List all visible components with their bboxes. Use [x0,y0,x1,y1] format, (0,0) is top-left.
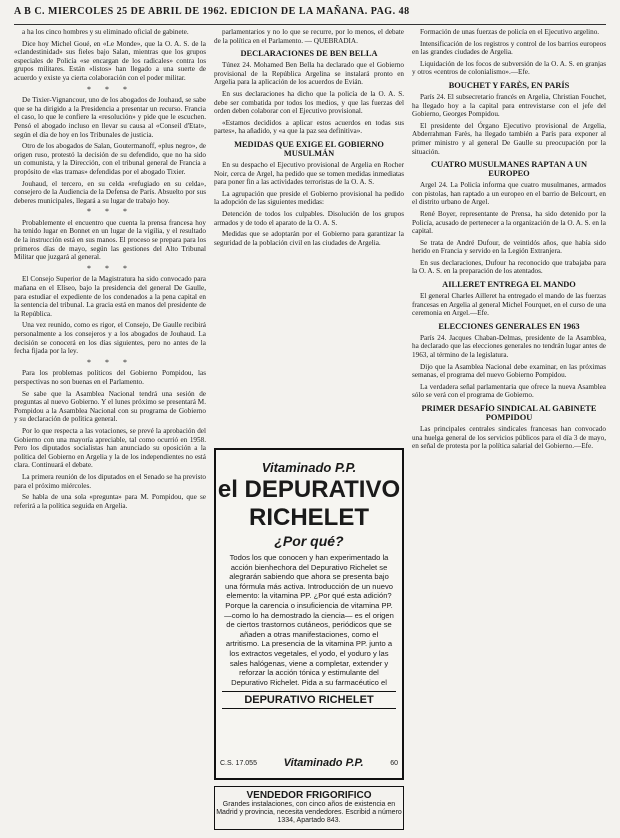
paragraph: Dice hoy Michel Goué, en «Le Monde», que la O. A. S. de la «clandestinidad» sus fieles bajo Salan, mientras que los grupos especiales de Policía «se encargan de los radicales» contra los grupos militares. Están «listos» han llegado a una suerte de acuerdo y existe ya cierta colaboración con el poder militar. [14,39,206,82]
paragraph: Las principales centrales sindicales francesas han convocado una huelga general de los servicios públicos para el día 3 de mayo, en señal de protesta por la política salarial del Gobierno.—Efe. [412,425,606,451]
advertisement-depurativo [214,448,404,780]
headline: DECLARACIONES DE BEN BELLA [240,49,378,59]
paragraph: Argel 24. La Policía informa que cuatro musulmanes, armados con pistolas, han raptado a un europeo en el barrio de Belcourt, en el distrito urbano de Argel. [412,181,606,207]
ad-footer [220,752,398,774]
paragraph: René Boyer, representante de Prensa, ha sido detenido por la Policía, acusado de pertenecer a la organización de la O. A. S. en la capital. [412,209,606,236]
paragraph: Para los problemas políticos del Gobierno Pompidou, las perspectivas no son buenas en el Parlamento. [14,369,206,386]
ad-question: ¿Por qué? [274,533,344,549]
ad-slogan: DEPURATIVO RICHELET [222,691,396,709]
column-right [412,28,606,828]
paragraph: Se trata de André Dufour, de veintidós años, que había sido herido en Francia y servido en la Legión Extranjera. [412,238,606,256]
separator: * * * [87,207,133,217]
paragraph: Intensificación de los registros y control de los barrios europeos en las grandes ciudades de Argelia. [412,39,606,57]
advertisement-vendedor [214,786,404,830]
header-line: A B C. MIERCOLES 25 DE ABRIL DE 1962. EDICION DE LA MAÑANA. PAG. 48 [14,6,410,17]
paragraph: Detención de todos los culpables. Disolución de los grupos armados y de todo el aparato de la O. A. S. [214,209,404,227]
paragraph: En sus declaraciones, Dufour ha reconocido que trabajaba para la O. A. S. en la preparación de los atentados. [412,258,606,276]
ad-tagline: Vitaminado P.P. [261,460,357,475]
paragraph: La verdadera señal parlamentaria que ofrece la nueva Asamblea sólo se verá con el programa de Gobierno. [412,382,606,400]
separator: * * * [87,84,133,94]
paragraph: parlamentarios y no lo que se recurre, por lo menos, el debate de la política en el Parlamento. — QUEBRADIA. [214,28,404,45]
paragraph: París 24. El subsecretario francés en Argelia, Christian Fouchet, ha llegado hoy a la capital para entrevistarse con el jefe del Gobierno, Georges Pompidou. [412,92,606,119]
paragraph: Se sabe que la Asamblea Nacional tendrá una sesión de preguntas al nuevo Gobierno. Y el lunes próximo se presentará M. Pompidou a la Asamblea Nacional con su programa de Gobierno y su declaración de política general. [14,389,206,424]
page-header [14,6,606,25]
headline: ELECCIONES GENERALES EN 1963 [438,321,580,331]
ad2-title: VENDEDOR FRIGORIFICO [246,790,372,801]
paragraph: En sus declaraciones ha dicho que la policía de la O. A. S. debe ser combatida por todos los medios, y que las fuerzas del orden deben colaborar con el Ejecutivo provisional. [214,89,404,116]
paragraph: Liquidación de los focos de subversión de la O. A. S. en granjas y otros «centros de colonialismo».—Efe. [412,59,606,77]
column-middle [214,28,404,438]
paragraph: De Tixier-Vignancour, uno de los abogados de Jouhaud, se sabe que se ha dirigido a la Presidencia a presentar un recurso. Francia el caso, lo que le confiere la «resolución» y pide que le escuchen. Pensó el abogado incluso en llevar su causa al «Conseil d'Etat», según el día de hoy en los Tribunales de justicia. [14,96,206,139]
separator: * * * [87,263,133,273]
paragraph: Formación de unas fuerzas de policía en el Ejecutivo argelino. [420,28,600,36]
paragraph: Medidas que se adoptarán por el Gobierno para garantizar la seguridad de la población civil en las ciudades de Argelia. [214,230,404,247]
paragraph: a ha los cinco hombres y su eliminado oficial de gabinete. [22,28,189,36]
ad2-text: Grandes instalaciones, con cinco años de existencia en Madrid y provincia, necesita vendedores. Escribid a número 1334, Apartado 843. [216,801,402,824]
headline: PRIMER DESAFÍO SINDICAL AL GABINETE POMPIDOU [421,404,597,422]
paragraph: El general Charles Ailleret ha entregado el mando de las fuerzas francesas en Argelia al general Michel Fourquet, en el curso de una ceremonia en Argel.—Efe. [412,292,606,318]
ad-body: Todos los que conocen y han experimentado la acción bienhechora del Depurativo Richelet se alegrarán sabiendo que ahora se presenta bajo una fórmula más activa. Introducción de un nuevo elemento: la vitamina PP. ¿Por qué esta adición? Porque la carencia o insuficiencia de vitamina PP. —como lo ha demostrado la ciencia— es el origen de ciertos trastornos cutáneos, periódicos que se añaden a otras manifestaciones, como el artritismo. La presencia de la vitamina PP. junto a los extractos vegetales, el yodo, el yoduro y las sales halógenas, viene a completar, extender y reforzar la acción tónica y estimulante del Depurativo Richelet. Pida a su farmacéutico el [224,553,394,687]
paragraph: La primera reunión de los diputados en el Senado se ha previsto para el próximo miércoles. [14,472,206,490]
ad-brand-line1: el DEPURATIVO [217,476,401,503]
paragraph: «Estamos decididos a aplicar estos acuerdos en todas sus partes», ha añadido, y «a que la paz sea definitiva». [214,118,404,136]
paragraph: El Consejo Superior de la Magistratura ha sido convocado para mañana en el Elíseo, bajo la presidencia del general De Gaulle, para estudiar el expediente de los condenados a la pena capital en la sentencia del tribunal. La gracia está en manos del presidente de la República. [14,275,206,318]
ad-footer-code: C.S. 17.055 [220,759,257,767]
separator: * * * [87,357,133,367]
ad-brand-line2: RICHELET [249,504,369,531]
headline: AILLERET ENTREGA EL MANDO [442,280,576,290]
headline: CUATRO MUSULMANES RAPTAN A UN EUROPEO [430,160,588,179]
paragraph: Se habla de una sola «pregunta» para M. Pompidou, que se referirá a la política seguida en Argelia. [14,493,206,510]
paragraph: París 24. Jacques Chaban-Delmas, presidente de la Asamblea, ha declarado que las elecciones generales no tendrán lugar antes de 1963, al término de la legislatura. [412,333,606,360]
paragraph: Túnez 24. Mohamed Ben Bella ha declarado que el Gobierno provisional de la República Argelina se instalará pronto en Argelia para la aplicación de los acuerdos de Evián. [214,61,404,87]
paragraph: Jouhaud, el tercero, en su celda «refugiado en su celda», consejero de la Audiencia de la Defensa de París. Absuelto por sus deberes municipales, llegará a su lugar de trabajo hoy. [14,179,206,205]
paragraph: Dijo que la Asamblea Nacional debe examinar, en las próximas semanas, el programa del nuevo Gobierno Pompidou. [412,362,606,380]
paragraph: En su despacho el Ejecutivo provisional de Argelia en Rocher Noir, cerca de Argel, ha pedido que se tomen medidas inmediatas para poner fin a las actividades terroristas de la O. A. S. [214,160,404,187]
paragraph: Por lo que respecta a las votaciones, se prevé la aprobación del Gobierno con una mayoría apreciable, tal como ocurrió en 1958. Pero los diputados socialistas han anunciado su oposición a la política del Gobierno en Argelia y la de los independientes no está clara. Continuará el debate. [14,426,206,470]
paragraph: Probablemente el encuentro que cuenta la prensa francesa hoy ha tenido lugar en Bonnet en un lugar de la vigilia, y el resultado de la instrucción está en sus manos. El proceso se prepara para los primeros días de mayo, según las gestiones del Alto Tribunal Militar que juzgará al general. [14,218,206,262]
paragraph: Una vez reunido, como es rigor, el Consejo, De Gaulle recibirá personalmente a los consejeros y a los abogados de Jouhaud. La decisión se conocerá en los días siguientes, pero no antes de la fecha fijada por la ley. [14,321,206,356]
headline: BOUCHET Y FARÈS, EN PARÍS [448,80,570,90]
paragraph: Otro de los abogados de Salan, Goutermanoff, «plus negro», de origen ruso, protestó la decisión de su defendido, que no ha sido un comunista, y la Dirección, con el tribunal general de Francia a propósito de «las tramas» defendidas por el abogado Tixier. [14,142,206,176]
column-left [14,28,206,828]
paragraph: El presidente del Órgano Ejecutivo provisional de Argelia, Abderrahman Farès, ha llegado también a París para exponer al primer ministro y al general De Gaulle su preocupación por la situación. [412,121,606,156]
headline: MEDIDAS QUE EXIGE EL GOBIERNO MUSULMÁN [234,139,384,158]
paragraph: La agrupación que preside el Gobierno provisional ha pedido la adopción de las siguientes medidas: [214,189,404,207]
ad-footer-tagline: Vitaminado P.P. [283,757,364,769]
ad-footer-number: 60 [390,759,398,767]
